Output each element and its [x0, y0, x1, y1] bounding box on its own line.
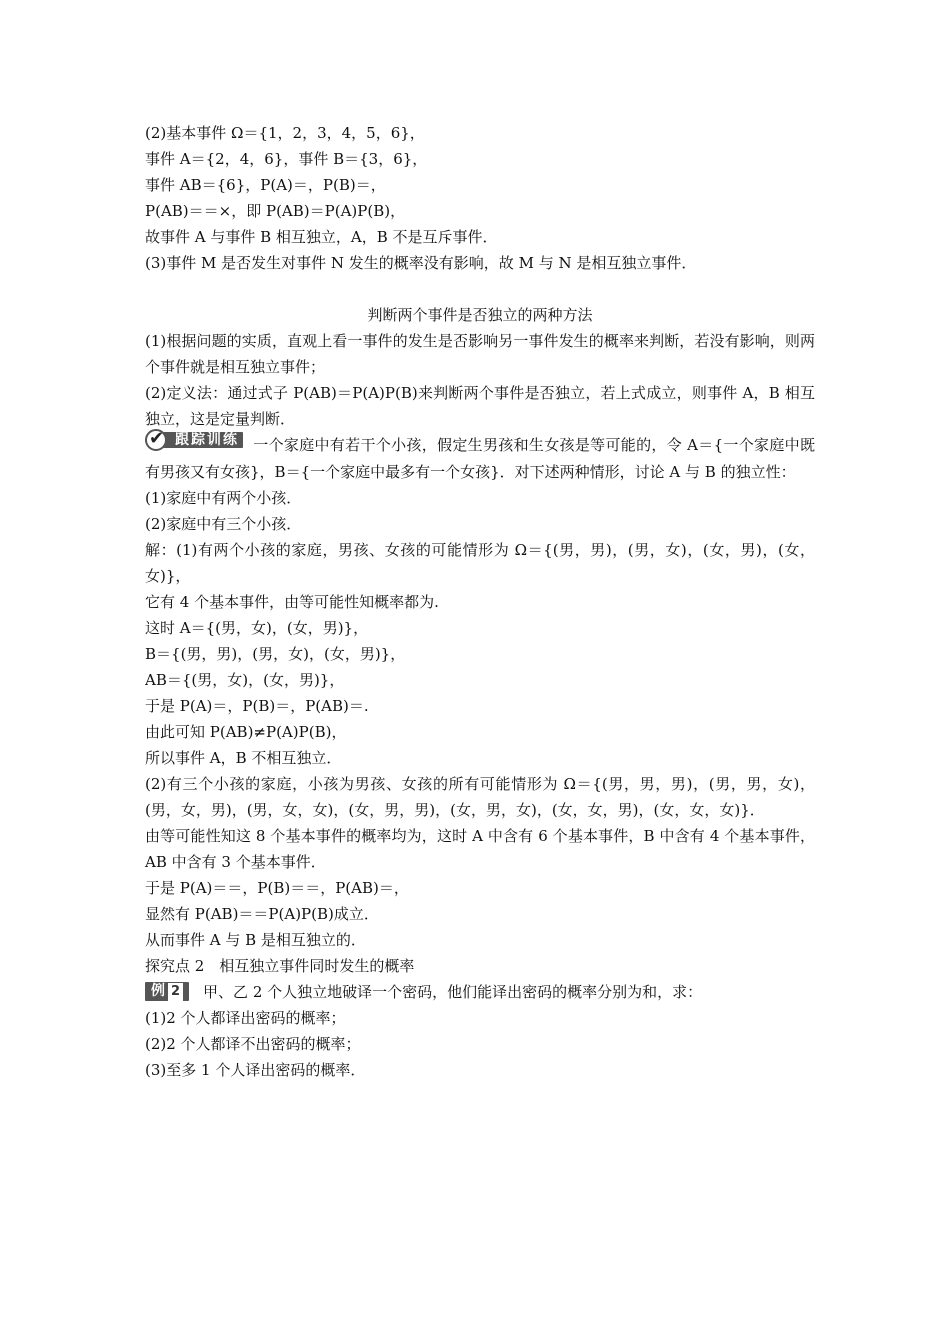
example-2-question-1: (1)2 个人都译出密码的概率；: [145, 1009, 346, 1027]
training-solution-3: 这时 A＝{(男，女)，(女，男)}，: [145, 619, 369, 637]
example-2-question-2: (2)2 个人都译不出密码的概率；: [145, 1035, 361, 1053]
training-solution-12: 显然有 P(AB)＝＝P(A)P(B)成立．: [145, 905, 379, 923]
example-badge-label: 例: [151, 983, 165, 999]
method-title: 判断两个事件是否独立的两种方法: [367, 306, 593, 324]
training-question-1: (1)家庭中有两个小孩．: [145, 489, 302, 507]
solution-line-3: 事件 AB＝{6}，P(A)＝，P(B)＝，: [145, 176, 386, 194]
section-2-title: 探究点 2 相互独立事件同时发生的概率: [145, 957, 415, 975]
training-solution-7: 由此可知 P(AB)≠P(A)P(B)，: [145, 723, 347, 741]
example-2-prompt: 甲、乙 2 个人独立地破译一个密码，他们能译出密码的概率分别为和，求：: [203, 983, 703, 1001]
training-solution-2: 它有 4 个基本事件，由等可能性知概率都为.: [145, 593, 439, 611]
solution-line-1: (2)基本事件 Ω＝{1，2，3，4，5，6}，: [145, 124, 425, 142]
training-solution-1: 解：(1)有两个小孩的家庭，男孩、女孩的可能情形为 Ω＝{(男，男)，(男，女)，(女，男)，(女，女)}，: [145, 541, 815, 585]
example-2-prompt-line: [145, 979, 815, 1005]
training-prompt-block: [145, 428, 815, 485]
method-paragraph-1: (1)根据问题的实质，直观上看一事件的发生是否影响另一事件发生的概率来判断，若没有影响，则两个事件就是相互独立事件；: [145, 332, 815, 376]
solution-line-2: 事件 A＝{2，4，6}，事件 B＝{3，6}，: [145, 150, 428, 168]
example-badge-number: 2: [168, 983, 183, 1001]
solution-line-6: (3)事件 M 是否发生对事件 N 发生的概率没有影响，故 M 与 N 是相互独立事件．: [145, 254, 697, 272]
document-page: [145, 120, 815, 1083]
training-question-2: (2)家庭中有三个小孩．: [145, 515, 302, 533]
training-badge-label: 跟踪训练: [175, 432, 239, 448]
training-prompt: 一个家庭中有若干个小孩，假定生男孩和生女孩是等可能的，令 A＝{一个家庭中既有男孩又有女孩}，B＝{一个家庭中最多有一个女孩}．对下述两种情形，讨论 A 与 B 的独立性：: [145, 436, 815, 481]
training-badge: [145, 428, 243, 459]
example-2-question-3: (3)至多 1 个人译出密码的概率．: [145, 1061, 366, 1079]
spacer: [145, 276, 815, 302]
solution-line-5: 故事件 A 与事件 B 相互独立，A，B 不是互斥事件．: [145, 228, 498, 246]
solution-line-4: P(AB)＝＝×，即 P(AB)＝P(A)P(B)，: [145, 202, 406, 220]
training-solution-13: 从而事件 A 与 B 是相互独立的．: [145, 931, 366, 949]
training-solution-10: 由等可能性知这 8 个基本事件的概率均为，这时 A 中含有 6 个基本事件，B 中含有 4 个基本事件，AB 中含有 3 个基本事件．: [145, 827, 815, 871]
training-solution-4: B＝{(男，男)，(男，女)，(女，男)}，: [145, 645, 406, 663]
example-badge: [145, 982, 189, 1001]
training-solution-8: 所以事件 A，B 不相互独立．: [145, 749, 342, 767]
check-icon: ✔: [149, 428, 165, 449]
training-solution-11: 于是 P(A)＝＝，P(B)＝＝，P(AB)＝，: [145, 879, 409, 897]
training-solution-9: (2)有三个小孩的家庭，小孩为男孩、女孩的所有可能情形为 Ω＝{(男，男，男)，(男，男，女)，(男，女，男)，(男，女，女)，(女，男，男)，(女，男，女)，(女，女，男)，(女，女，女)}．: [145, 775, 815, 819]
training-solution-6: 于是 P(A)＝，P(B)＝，P(AB)＝.: [145, 697, 369, 715]
method-paragraph-2: (2)定义法：通过式子 P(AB)＝P(A)P(B)来判断两个事件是否独立，若上式成立，则事件 A，B 相互独立，这是定量判断．: [145, 384, 815, 428]
training-solution-5: AB＝{(男，女)，(女，男)}，: [145, 671, 345, 689]
